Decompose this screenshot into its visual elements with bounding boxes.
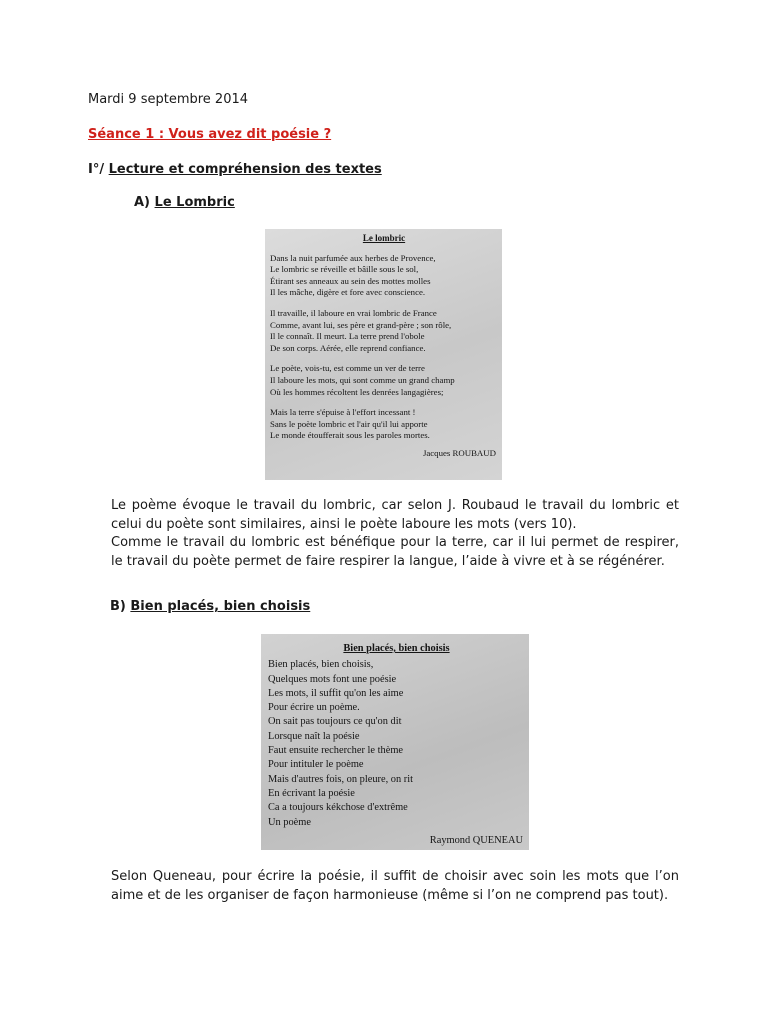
poem-stanza [270, 407, 498, 442]
poem-line: Étirant ses anneaux au sein des mottes molles [270, 275, 431, 286]
commentary-paragraph: Comme le travail du lombric est bénéfique pour la terre, car il lui permet de respirer, le travail du poète permet de faire respirer la langue, l’aide à vivre et à se régénérer. [111, 535, 679, 569]
poem-line: Le poète, vois-tu, est comme un ver de terre [270, 363, 425, 374]
poem-line: Les mots, il suffit qu'on les aime [268, 687, 404, 699]
poem-line: Le lombric se réveille et bâille sous le sol, [270, 264, 419, 275]
part-b-letter: B) [110, 599, 126, 614]
poem-line: Lorsque naît la poésie [268, 730, 360, 742]
poem-line: Il le connaît. Il meurt. La terre prend l'obole [270, 331, 425, 342]
seance-title: Séance 1 : Vous avez dit poésie ? [88, 127, 332, 142]
poem-author: Jacques ROUBAUD [422, 447, 496, 458]
section-number: I°/ [88, 162, 105, 177]
poem-stanza [270, 308, 498, 354]
commentary-paragraph: Selon Queneau, pour écrire la poésie, il suffit de choisir avec soin les mots que l’on aime et de les organiser de façon harmonieuse (même si l’on ne comprend pas tout). [111, 869, 679, 903]
poem-line: On sait pas toujours ce qu'on dit [268, 716, 402, 728]
poem-title: Le lombric [362, 233, 406, 243]
poem-line: Un poème [268, 816, 311, 828]
poem-line: Pour intituler le poème [268, 759, 364, 771]
poem-image-bien-places [261, 634, 529, 850]
document-date: Mardi 9 septembre 2014 [88, 92, 249, 107]
poem-title: Bien placés, bien choisis [343, 643, 450, 654]
poem-author: Raymond QUENEAU [429, 834, 523, 846]
poem-line: Quelques mots font une poésie [268, 673, 397, 685]
section-heading [88, 162, 382, 177]
poem-line: Dans la nuit parfumée aux herbes de Provence, [270, 252, 436, 263]
part-a-heading [134, 195, 235, 210]
part-b-heading [110, 599, 310, 614]
poem-line: Faut ensuite rechercher le thème [268, 745, 404, 757]
section-title: Lecture et compréhension des textes [108, 162, 382, 177]
poem-line: Mais d'autres fois, on pleure, on rit [268, 773, 414, 785]
commentary-le-lombric [111, 497, 679, 571]
poem-stanza [270, 253, 498, 299]
poem-line: Il travaille, il laboure en vrai lombric de France [270, 307, 437, 318]
poem-line: En écrivant la poésie [268, 787, 355, 799]
poem-line: De son corps. Aérée, elle reprend confiance. [270, 342, 426, 353]
poem-line: Où les hommes récoltent les denrées langagières; [270, 386, 444, 397]
poem-line: Bien placés, bien choisis, [268, 659, 374, 671]
poem-line: Mais la terre s'épuise à l'effort incessant ! [270, 407, 416, 418]
poem-image-le-lombric [265, 229, 502, 480]
poem-line: Le monde étoufferait sous les paroles mortes. [270, 430, 430, 441]
commentary-bien-places [111, 868, 679, 905]
poem-stanza [270, 363, 498, 398]
commentary-paragraph: Le poème évoque le travail du lombric, car selon J. Roubaud le travail du lombric et celui du poète sont similaires, ainsi le poète laboure les mots (vers 10). [111, 498, 679, 532]
poem-line: Ca a toujours kékchose d'extrême [268, 802, 408, 814]
poem-line: Pour écrire un poème. [268, 702, 360, 714]
poem-line: Il laboure les mots, qui sont comme un grand champ [270, 374, 455, 385]
poem-line: Comme, avant lui, ses père et grand-père ; son rôle, [270, 319, 452, 330]
poem-line: Il les mâche, digère et fore avec conscience. [270, 287, 426, 298]
part-a-title: Le Lombric [154, 195, 235, 210]
poem-line: Sans le poète lombric et l'air qu'il lui apporte [270, 418, 428, 429]
part-a-letter: A) [134, 195, 151, 210]
part-b-title: Bien placés, bien choisis [130, 599, 311, 614]
